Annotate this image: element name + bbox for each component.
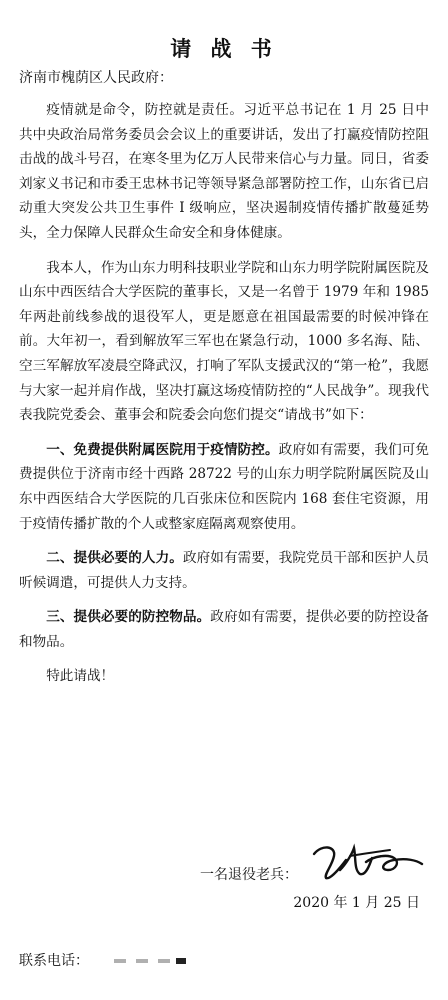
paragraph-intro: 疫情就是命令，防控就是责任。习近平总书记在 1 月 25 日中共中央政治局常务委员会会议上的重要讲话，发出了打赢疫情防控阻击战的战斗号召，在寒冬里为亿万人民带来信心与力量。同日，省委刘家义书记和市委王忠林书记等领导紧急部署防控工作，山东省已启动重大突发公共卫生事件 I 级响应，坚决遏制疫情传播扩散蔓延势头，全力保障人民群众生命安全和身体健康。	[19, 102, 429, 241]
salutation: 济南市槐荫区人民政府：	[19, 70, 173, 86]
contact-phone-label: 联系电话：	[19, 953, 89, 969]
signature-label: 一名退役老兵：	[200, 867, 298, 883]
paragraph-closing: 特此请战！	[46, 668, 115, 685]
item-heading: 二、提供必要的人力。	[46, 550, 183, 567]
signature-block	[200, 840, 430, 883]
paragraph-item-2: 二、提供必要的人力。政府如有需要，我院党员干部和医护人员听候调遣，可提供人力支持。	[19, 550, 430, 591]
letter-date: 2020 年 1 月 25 日	[293, 895, 420, 911]
handwritten-signature	[310, 840, 425, 882]
item-heading: 三、提供必要的防控物品。	[46, 609, 211, 626]
item-heading: 一、免费提供附属医院用于疫情防控。	[46, 441, 279, 458]
contact-phone	[19, 950, 89, 970]
letter-body	[19, 98, 429, 699]
paragraph-item-1: 一、免费提供附属医院用于疫情防控。政府如有需要，我们可免费提供位于济南市经十西路 28722 号的山东力明学院附属医院及山东中西医结合大学医院的几百张床位和医院内 168 套住宅资源，用于疫情传播扩散的个人或整家庭隔离观察使用。	[19, 441, 430, 532]
redacted-phone-number	[110, 957, 190, 967]
paragraph-item-3: 三、提供必要的防控物品。政府如有需要，提供必要的防控设备和物品。	[19, 609, 430, 650]
paragraph-self-introduction: 我本人，作为山东力明科技职业学院和山东力明学院附属医院及山东中西医结合大学医院的董事长，又是一名曾于 1979 年和 1985 年两赴前线参战的退役军人，更是愿意在祖国最需要的时候冲锋在前。大年初一，看到解放军三军也在紧急行动，1000 多名海、陆、空三军解放军凌晨空降武汉，打响了军队支援武汉的“第一枪”，我愿与大家一起并肩作战，坚决打赢这场疫情防控的“人民战争”。现我代表我院党委会、董事会和院委会向您们提交“请战书”如下：	[19, 259, 429, 424]
page-title: 请 战 书	[170, 36, 278, 61]
